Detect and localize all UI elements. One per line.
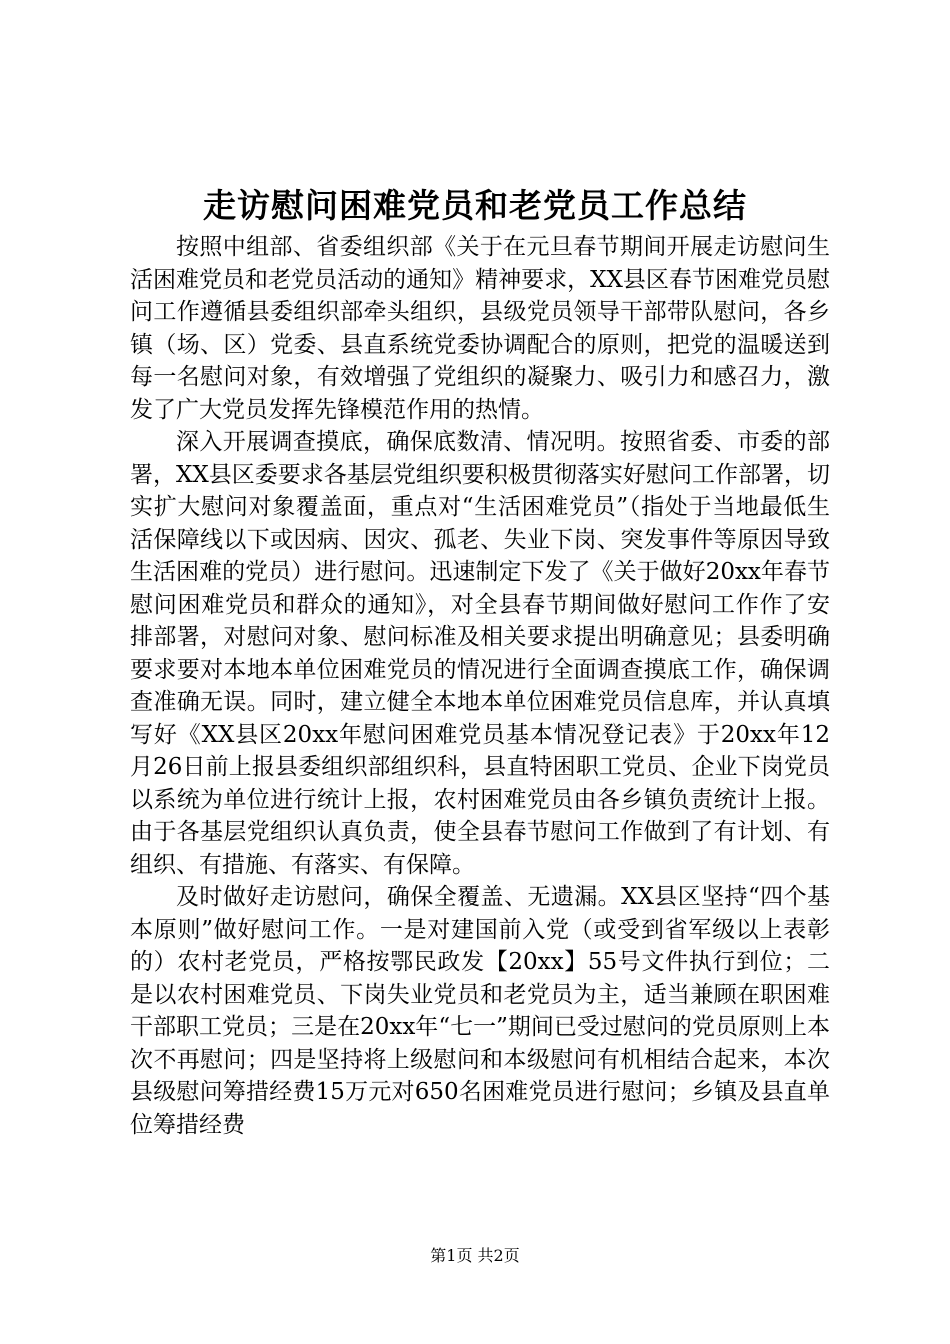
page-number-footer: 第1页 共2页: [430, 1246, 520, 1265]
paragraph-intro: 按照中组部、省委组织部《关于在元旦春节期间开展走访慰问生活困难党员和老党员活动的通知》精神要求，XX县区春节困难党员慰问工作遵循县委组织部牵头组织，县级党员领导干部带队慰问，各乡镇（场、区）党委、县直系统党委协调配合的原则，把党的温暖送到每一名慰问对象，有效增强了党组织的凝聚力、吸引力和感召力，激发了广大党员发挥先锋模范作用的热情。: [130, 234, 830, 423]
document-title: 走访慰问困难党员和老党员工作总结: [203, 186, 747, 225]
paragraph-investigation: 深入开展调查摸底，确保底数清、情况明。按照省委、市委的部署，XX县区委要求各基层党组织要积极贯彻落实好慰问工作部署，切实扩大慰问对象覆盖面，重点对“生活困难党员”（指处于当地最低生活保障线以下或因病、因灾、孤老、失业下岗、突发事件等原因导致生活困难的党员）进行慰问。迅速制定下发了《关于做好20xx年春节慰问困难党员和群众的通知》，对全县春节期间做好慰问工作作了安排部署，对慰问对象、慰问标准及相关要求提出明确意见；县委明确要求要对本地本单位困难党员的情况进行全面调查摸底工作，确保调查准确无误。同时，建立健全本地本单位困难党员信息库，并认真填写好《XX县区20xx年慰问困难党员基本情况登记表》于20xx年12月26日前上报县委组织部组织科，县直特困职工党员、企业下岗党员以系统为单位进行统计上报，农村困难党员由各乡镇负责统计上报。由于各基层党组织认真负责，使全县春节慰问工作做到了有计划、有组织、有措施、有落实、有保障。: [130, 429, 830, 878]
document-body: [130, 231, 830, 1141]
paragraph-visits: 及时做好走访慰问，确保全覆盖、无遗漏。XX县区坚持“四个基本原则”做好慰问工作。一是对建国前入党（或受到省军级以上表彰的）农村老党员，严格按鄂民政发【20xx】55号文件执行到位；二是以农村困难党员、下岗失业党员和老党员为主，适当兼顾在职困难干部职工党员；三是在20xx年“七一”期间已受过慰问的党员原则上本次不再慰问；四是坚持将上级慰问和本级慰问有机相结合起来，本次县级慰问筹措经费15万元对650名困难党员进行慰问；乡镇及县直单位筹措经费: [130, 884, 830, 1138]
